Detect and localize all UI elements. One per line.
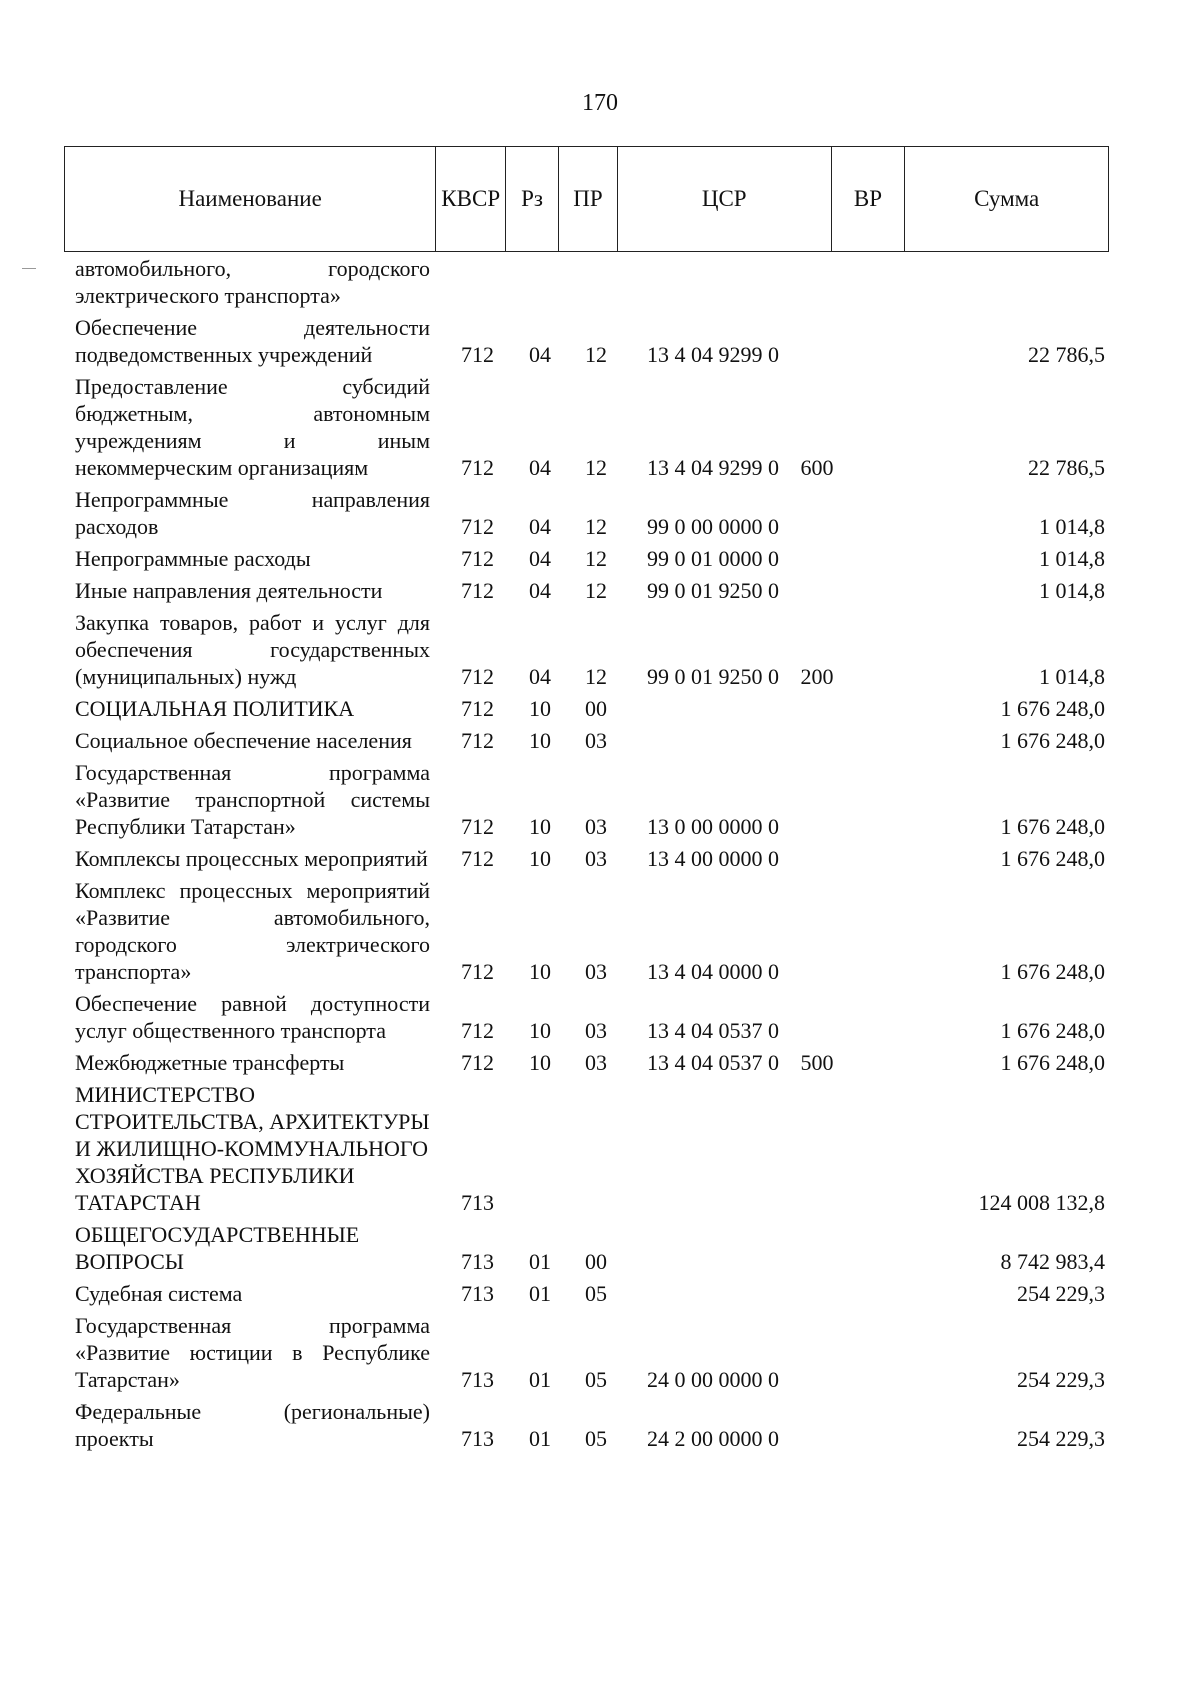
cell-kvsr: 712 [461, 578, 494, 603]
cell-pr: 12 [585, 664, 607, 689]
cell-kvsr: 712 [461, 1050, 494, 1075]
table-header [64, 146, 1109, 252]
cell-name: Федеральные (региональные) проекты [75, 1399, 430, 1451]
cell-kvsr: 713 [461, 1426, 494, 1451]
cell-csr: 24 2 00 0000 0 [647, 1426, 779, 1451]
table-row [75, 845, 1105, 872]
table-row [75, 486, 1105, 540]
cell-pr: 03 [585, 959, 607, 984]
table-row [75, 577, 1105, 604]
cell-vr: 600 [800, 455, 834, 480]
cell-kvsr: 712 [461, 342, 494, 367]
cell-vr: 500 [800, 1050, 834, 1075]
cell-name: Иные направления деятельности [75, 578, 383, 603]
cell-kvsr: 712 [461, 546, 494, 571]
cell-csr: 99 0 01 9250 0 [647, 578, 779, 603]
cell-sum: 1 676 248,0 [1000, 728, 1105, 753]
cell-rz: 04 [529, 546, 551, 571]
cell-rz: 10 [529, 1050, 551, 1075]
header-csr: ЦСР [618, 147, 832, 251]
header-name: Наименование [65, 147, 436, 251]
cell-kvsr: 712 [461, 846, 494, 871]
cell-csr: 13 4 04 0537 0 [647, 1018, 779, 1043]
cell-rz: 04 [529, 664, 551, 689]
cell-sum: 1 676 248,0 [1000, 1050, 1105, 1075]
cell-rz: 04 [529, 514, 551, 539]
cell-rz: 01 [529, 1367, 551, 1392]
table-row [75, 1280, 1105, 1307]
cell-csr: 13 4 04 9299 0 [647, 342, 779, 367]
cell-name: Комплекс процессных мероприятий «Развитие автомобильного, городского электрического транспорта» [75, 878, 430, 984]
cell-sum: 1 014,8 [1039, 578, 1105, 603]
cell-name: Государственная программа «Развитие транспортной системы Республики Татарстан» [75, 760, 430, 839]
cell-kvsr: 712 [461, 1018, 494, 1043]
cell-name: СОЦИАЛЬНАЯ ПОЛИТИКА [75, 696, 355, 721]
table-row [75, 990, 1105, 1044]
cell-kvsr: 712 [461, 455, 494, 480]
cell-name: Непрограммные направления расходов [75, 487, 430, 539]
cell-sum: 1 676 248,0 [1000, 814, 1105, 839]
cell-kvsr: 713 [461, 1190, 494, 1215]
cell-csr: 24 0 00 0000 0 [647, 1367, 779, 1392]
cell-kvsr: 713 [461, 1249, 494, 1274]
cell-name: Межбюджетные трансферты [75, 1050, 345, 1075]
cell-vr: 200 [800, 664, 834, 689]
cell-kvsr: 712 [461, 959, 494, 984]
cell-pr: 00 [585, 696, 607, 721]
cell-rz: 01 [529, 1249, 551, 1274]
table-row [75, 877, 1105, 985]
cell-sum: 1 676 248,0 [1000, 959, 1105, 984]
cell-csr: 13 4 00 0000 0 [647, 846, 779, 871]
table-row [75, 373, 1105, 481]
header-rz: Рз [506, 147, 559, 251]
cell-kvsr: 712 [461, 696, 494, 721]
cell-sum: 124 008 132,8 [978, 1190, 1105, 1215]
cell-kvsr: 712 [461, 814, 494, 839]
cell-kvsr: 713 [461, 1367, 494, 1392]
cell-pr: 03 [585, 1050, 607, 1075]
cell-kvsr: 712 [461, 728, 494, 753]
cell-kvsr: 713 [461, 1281, 494, 1306]
table-row [75, 1312, 1105, 1393]
cell-name: Обеспечение деятельности подведомственных учреждений [75, 315, 430, 367]
cell-sum: 8 742 983,4 [1000, 1249, 1105, 1274]
cell-rz: 04 [529, 578, 551, 603]
cell-pr: 03 [585, 728, 607, 753]
table-row [75, 1081, 1105, 1216]
table-row [75, 545, 1105, 572]
cell-pr: 12 [585, 578, 607, 603]
cell-rz: 10 [529, 728, 551, 753]
header-kvsr: КВСР [436, 147, 506, 251]
cell-sum: 254 229,3 [1017, 1426, 1105, 1451]
cell-rz: 10 [529, 814, 551, 839]
header-pr: ПР [559, 147, 618, 251]
cell-pr: 05 [585, 1367, 607, 1392]
cell-rz: 04 [529, 342, 551, 367]
cell-csr: 99 0 01 0000 0 [647, 546, 779, 571]
table-row [75, 759, 1105, 840]
page-number: 170 [582, 90, 618, 116]
table-row [75, 695, 1105, 722]
cell-csr: 13 4 04 9299 0 [647, 455, 779, 480]
cell-sum: 1 676 248,0 [1000, 1018, 1105, 1043]
cell-rz: 10 [529, 846, 551, 871]
cell-pr: 12 [585, 455, 607, 480]
cell-pr: 03 [585, 1018, 607, 1043]
header-sum: Сумма [974, 186, 1040, 211]
cell-pr: 12 [585, 514, 607, 539]
cell-name: Социальное обеспечение населения [75, 728, 412, 753]
cell-sum: 1 014,8 [1039, 546, 1105, 571]
cell-rz: 10 [529, 959, 551, 984]
cell-pr: 05 [585, 1426, 607, 1451]
table-row [75, 727, 1105, 754]
table-row [75, 609, 1105, 690]
cell-rz: 10 [529, 1018, 551, 1043]
cell-name: ОБЩЕГОСУДАРСТВЕННЫЕ ВОПРОСЫ [75, 1222, 360, 1274]
cell-pr: 12 [585, 546, 607, 571]
cell-csr: 99 0 00 0000 0 [647, 514, 779, 539]
cell-rz: 04 [529, 455, 551, 480]
cell-pr: 00 [585, 1249, 607, 1274]
cell-kvsr: 712 [461, 514, 494, 539]
cell-name: Судебная система [75, 1281, 243, 1306]
cell-name: Комплексы процессных мероприятий [75, 846, 428, 871]
cell-csr: 13 4 04 0537 0 [647, 1050, 779, 1075]
header-vr: ВР [832, 147, 906, 251]
cell-pr: 03 [585, 846, 607, 871]
cell-pr: 05 [585, 1281, 607, 1306]
cell-sum: 1 014,8 [1039, 514, 1105, 539]
margin-mark [22, 268, 36, 269]
cell-name: автомобильного, городского электрического транспорта» [75, 256, 430, 308]
table-row [75, 314, 1105, 368]
cell-sum: 254 229,3 [1017, 1367, 1105, 1392]
cell-kvsr: 712 [461, 664, 494, 689]
cell-name: Закупка товаров, работ и услуг для обеспечения государственных (муниципальных) нужд [75, 610, 430, 689]
table-row [75, 1221, 1105, 1275]
cell-rz: 10 [529, 696, 551, 721]
table-row [75, 1398, 1105, 1452]
cell-sum: 22 786,5 [1028, 342, 1105, 367]
cell-csr: 13 0 00 0000 0 [647, 814, 779, 839]
cell-pr: 12 [585, 342, 607, 367]
cell-csr: 13 4 04 0000 0 [647, 959, 779, 984]
cell-name: МИНИСТЕРСТВО СТРОИТЕЛЬСТВА, АРХИТЕКТУРЫ И ЖИЛИЩНО-КОММУНАЛЬНОГО ХОЗЯЙСТВА РЕСПУБЛИКИ ТАТАРСТАН [75, 1082, 430, 1215]
cell-name: Обеспечение равной доступности услуг общественного транспорта [75, 991, 430, 1043]
cell-sum: 22 786,5 [1028, 455, 1105, 480]
cell-csr: 99 0 01 9250 0 [647, 664, 779, 689]
cell-sum: 1 014,8 [1039, 664, 1105, 689]
cell-rz: 01 [529, 1281, 551, 1306]
table-row [75, 1049, 1105, 1076]
cell-name: Предоставление субсидий бюджетным, автономным учреждениям и иным некоммерческим организациям [75, 374, 430, 480]
cell-sum: 254 229,3 [1017, 1281, 1105, 1306]
table-body [75, 255, 1105, 1457]
cell-sum: 1 676 248,0 [1000, 846, 1105, 871]
cell-sum: 1 676 248,0 [1000, 696, 1105, 721]
cell-name: Государственная программа «Развитие юстиции в Республике Татарстан» [75, 1313, 430, 1392]
cell-rz: 01 [529, 1426, 551, 1451]
table-row [75, 255, 1105, 309]
cell-name: Непрограммные расходы [75, 546, 311, 571]
cell-pr: 03 [585, 814, 607, 839]
